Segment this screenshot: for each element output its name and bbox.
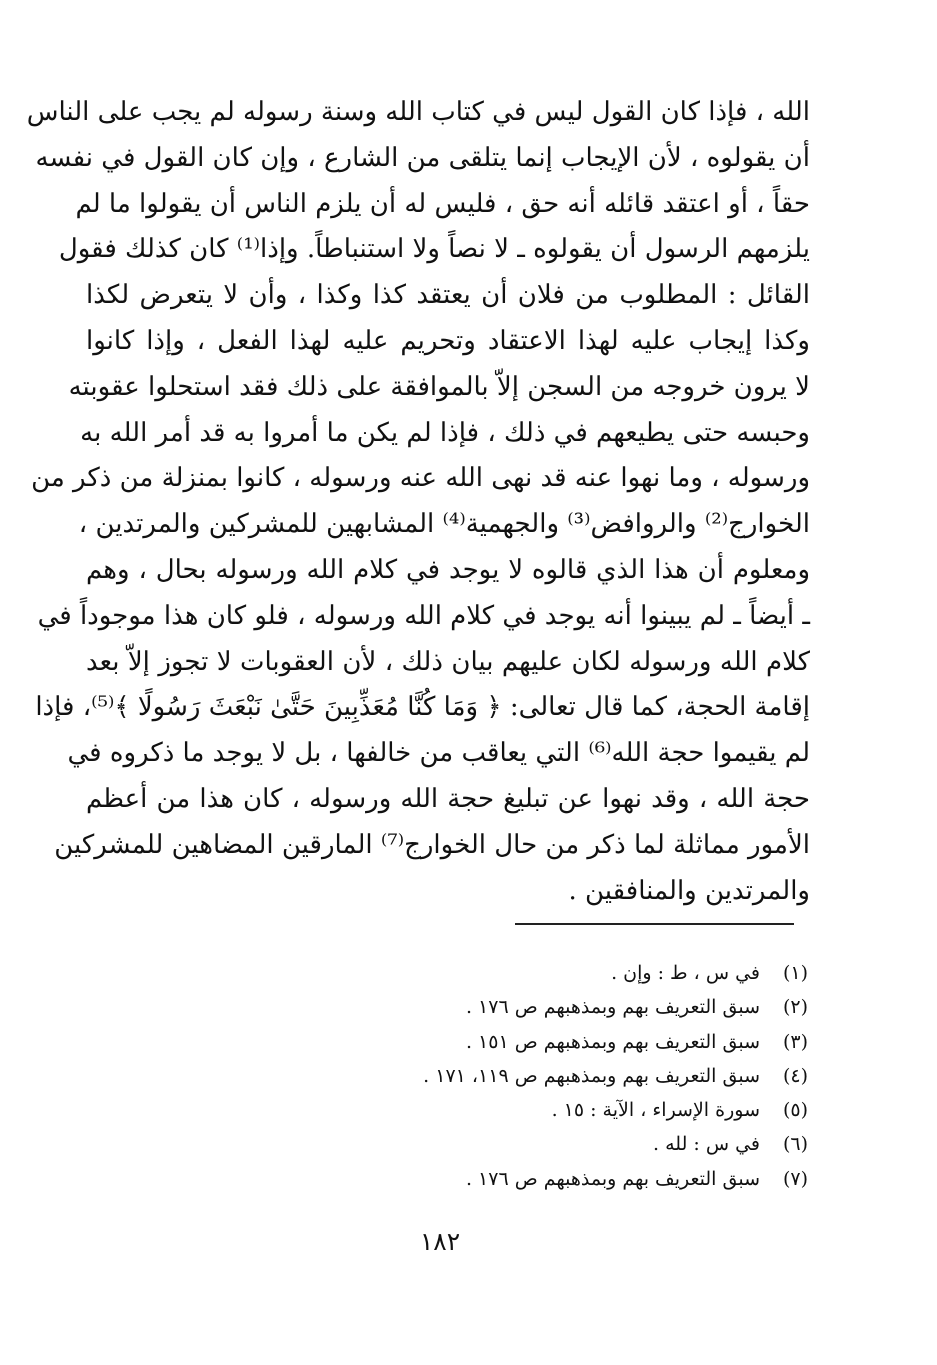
footnote-text: سبق التعريف بهم وبمذهبهم ص ١١٩، ١٧١ . [423,1064,760,1087]
footnote-text: سورة الإسراء ، الآية : ١٥ . [551,1099,760,1122]
text-line: كلام الله ورسوله لكان عليهم بيان ذلك ، لأن العقوبات لا تجوز إلاّ بعد [86,646,811,677]
text-line: الله ، فإذا كان القول ليس في كتاب الله وسنة رسوله لم يجب على الناس [26,97,810,127]
text-line: الخوارج⁽²⁾ والروافض⁽³⁾ والجهمية⁽⁴⁾ المشابهين للمشركين والمرتدين ، [78,509,810,540]
footnote [300,1162,808,1196]
footnote-text: في س : لله . [653,1133,760,1156]
footnote-text: في س ، ط : وإن . [611,962,760,984]
text-line: ومعلوم أن هذا الذي قالوه لا يوجد في كلام الله ورسوله بحال ، وهم [86,554,810,585]
footnote-number: (٣) [782,1030,808,1053]
text-line: لم يقيموا حجة الله⁽⁶⁾ التي يعاقب من خالفها ، بل لا يوجد ما ذكروه في [67,738,810,769]
footnote [300,1093,808,1127]
text-line: إقامة الحجة، كما قال تعالى: ﴿ وَمَا كُنَّا مُعَذِّبِينَ حَتَّىٰ نَبْعَثَ رَسُولًا ﴾⁽⁵⁾، فإذا [35,692,810,723]
text-line: القائل : المطلوب من فلان أن يعتقد كذا وكذا ، وأن لا يتعرض لكذا [86,280,810,311]
footnote-text: سبق التعريف بهم وبمذهبهم ص ١٧٦ . [465,1167,760,1190]
text-line: يلزمهم الرسول أن يقولوه ـ لا نصاً ولا استنباطاً. وإذا⁽¹⁾ كان كذلك فقول [58,234,810,265]
text-line: الأمور مماثلة لما ذكر من حال الخوارج⁽⁷⁾ المارقين المضاهين للمشركين [54,829,810,860]
footnote-text: سبق التعريف بهم وبمذهبهم ص ١٧٦ . [465,996,760,1019]
page-number: ١٨٢ [419,1227,461,1256]
footnote [300,956,808,990]
text-line: لا يرون خروجه من السجن إلاّ بالموافقة على ذلك فقد استحلوا عقوبته [68,371,810,402]
text-line: حجة الله ، وقد نهوا عن تبليغ حجة الله ورسوله ، كان هذا من أعظم [86,783,810,814]
footnote-text: سبق التعريف بهم وبمذهبهم ص ١٥١ . [465,1030,760,1053]
text-line: حقاً ، أو اعتقد قائله أنه حق ، فليس له أن يلزم الناس أن يقولوا ما لم [75,188,810,219]
footnote [300,1025,808,1059]
footnote-number: (٤) [782,1064,808,1087]
footnote [300,990,808,1024]
text-line: أن يقولوه ، لأن الإيجاب إنما يتلقى من الشارع ، وإن كان القول في نفسه [35,142,810,173]
text-line: وكذا إيجاب عليه لهذا الاعتقاد وتحريم عليه لهذا الفعل ، وإذا كانوا [86,325,810,356]
main-text [26,90,811,914]
text-line: وحبسه حتى يطيعهم في ذلك ، فإذا لم يكن ما أمروا به قد أمر الله به [80,417,810,448]
footnote-number: (٦) [782,1133,808,1156]
text-line: ورسوله ، وما نهوا عنه قد نهى الله عنه ورسوله ، كانوا بمنزلة من ذكر من [31,463,810,494]
footnote-number: (١) [782,962,808,984]
footnote-number: (٥) [782,1099,808,1122]
footnotes [300,956,808,1196]
footnote-number: (٧) [782,1167,808,1190]
footnote [300,1059,808,1093]
footnote-number: (٢) [782,996,808,1019]
text-line: ـ أيضاً ـ لم يبينوا أنه يوجد في كلام الله ورسوله ، فلو كان هذا موجوداً في [37,600,810,631]
footnote-divider [515,923,794,925]
footnote [300,1127,808,1161]
text-line: والمرتدين والمنافقين . [568,875,810,906]
